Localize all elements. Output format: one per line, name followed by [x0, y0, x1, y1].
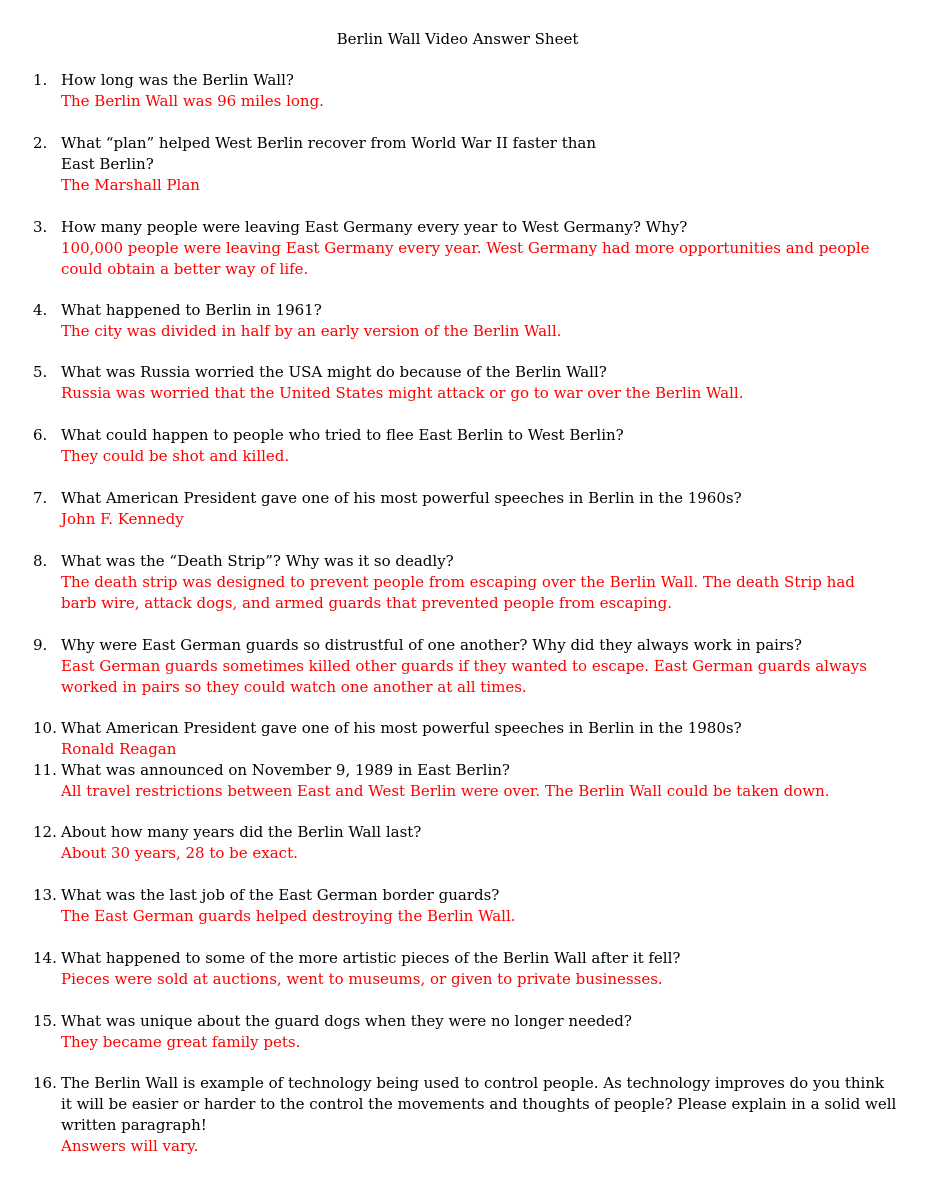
- answer-text: The Berlin Wall was 96 miles long.: [61, 92, 324, 110]
- question-number: 1.: [33, 71, 48, 89]
- question-number: 4.: [33, 301, 48, 319]
- question-number: 8.: [33, 552, 48, 570]
- answer-text: Ronald Reagan: [61, 740, 177, 758]
- question-item-2: [33, 133, 903, 196]
- question-item-13: [33, 885, 903, 927]
- question-item-10: [33, 718, 903, 760]
- question-item-12: [33, 822, 903, 864]
- question-item-3: [33, 217, 903, 280]
- question-number: 7.: [33, 489, 48, 507]
- question-text: What was unique about the guard dogs when they were no longer needed?: [61, 1012, 632, 1030]
- question-number: 3.: [33, 218, 48, 236]
- question-number: 16.: [33, 1074, 57, 1092]
- question-text: What “plan” helped West Berlin recover from World War II faster than East Berlin?: [61, 134, 596, 173]
- question-text: What happened to some of the more artistic pieces of the Berlin Wall after it fell?: [61, 949, 681, 967]
- question-number: 11.: [33, 761, 57, 779]
- question-text: What was the last job of the East German border guards?: [61, 886, 500, 904]
- answer-text: The city was divided in half by an early version of the Berlin Wall.: [61, 322, 562, 340]
- question-item-15: [33, 1011, 903, 1053]
- question-text: What could happen to people who tried to flee East Berlin to West Berlin?: [61, 426, 624, 444]
- question-text: What happened to Berlin in 1961?: [61, 301, 322, 319]
- question-item-5: [33, 362, 903, 404]
- question-text: Why were East German guards so distrustful of one another? Why did they always work in pairs?: [61, 636, 802, 654]
- question-item-16: [33, 1073, 903, 1157]
- answer-text: They became great family pets.: [61, 1033, 301, 1051]
- answer-text: The East German guards helped destroying the Berlin Wall.: [61, 907, 516, 925]
- question-number: 14.: [33, 949, 57, 967]
- question-number: 12.: [33, 823, 57, 841]
- question-item-11: [33, 760, 903, 802]
- page-title: Berlin Wall Video Answer Sheet: [336, 30, 579, 48]
- question-text: The Berlin Wall is example of technology being used to control people. As technology improves do you think it will be easier or harder to the control the movements and thoughts of people? Please explain in a solid well written paragraph!: [61, 1074, 897, 1134]
- question-text: What American President gave one of his most powerful speeches in Berlin in the 1980s?: [61, 719, 742, 737]
- answer-text: All travel restrictions between East and West Berlin were over. The Berlin Wall could be taken down.: [61, 782, 830, 800]
- answer-text: They could be shot and killed.: [61, 447, 290, 465]
- answer-text: Answers will vary.: [61, 1137, 199, 1155]
- question-item-1: [33, 70, 903, 112]
- answer-text: 100,000 people were leaving East Germany every year. West Germany had more opportunities and people could obtain a better way of life.: [61, 239, 870, 278]
- question-item-8: [33, 551, 903, 614]
- question-text: What was the “Death Strip”? Why was it so deadly?: [61, 552, 454, 570]
- question-number: 9.: [33, 636, 48, 654]
- question-text: How long was the Berlin Wall?: [61, 71, 294, 89]
- question-item-4: [33, 300, 903, 342]
- answer-text: East German guards sometimes killed other guards if they wanted to escape. East German guards always worked in pairs so they could watch one another at all times.: [61, 657, 867, 696]
- answer-text: Russia was worried that the United States might attack or go to war over the Berlin Wall.: [61, 384, 744, 402]
- answer-text: The death strip was designed to prevent people from escaping over the Berlin Wall. The death Strip had barb wire, attack dogs, and armed guards that prevented people from escaping.: [61, 573, 855, 612]
- question-number: 2.: [33, 134, 48, 152]
- question-text: About how many years did the Berlin Wall last?: [61, 823, 422, 841]
- question-number: 5.: [33, 363, 48, 381]
- question-number: 10.: [33, 719, 57, 737]
- answer-text: John F. Kennedy: [61, 510, 184, 528]
- answer-text: About 30 years, 28 to be exact.: [61, 844, 298, 862]
- question-text: What was announced on November 9, 1989 in East Berlin?: [61, 761, 510, 779]
- question-number: 6.: [33, 426, 48, 444]
- question-text: How many people were leaving East Germany every year to West Germany? Why?: [61, 218, 688, 236]
- question-item-6: [33, 425, 903, 467]
- question-number: 15.: [33, 1012, 57, 1030]
- question-text: What American President gave one of his most powerful speeches in Berlin in the 1960s?: [61, 489, 742, 507]
- answer-text: The Marshall Plan: [61, 176, 200, 194]
- answer-text: Pieces were sold at auctions, went to museums, or given to private businesses.: [61, 970, 663, 988]
- question-number: 13.: [33, 886, 57, 904]
- question-text: What was Russia worried the USA might do because of the Berlin Wall?: [61, 363, 607, 381]
- question-item-7: [33, 488, 903, 530]
- question-item-14: [33, 948, 903, 990]
- question-item-9: [33, 635, 903, 698]
